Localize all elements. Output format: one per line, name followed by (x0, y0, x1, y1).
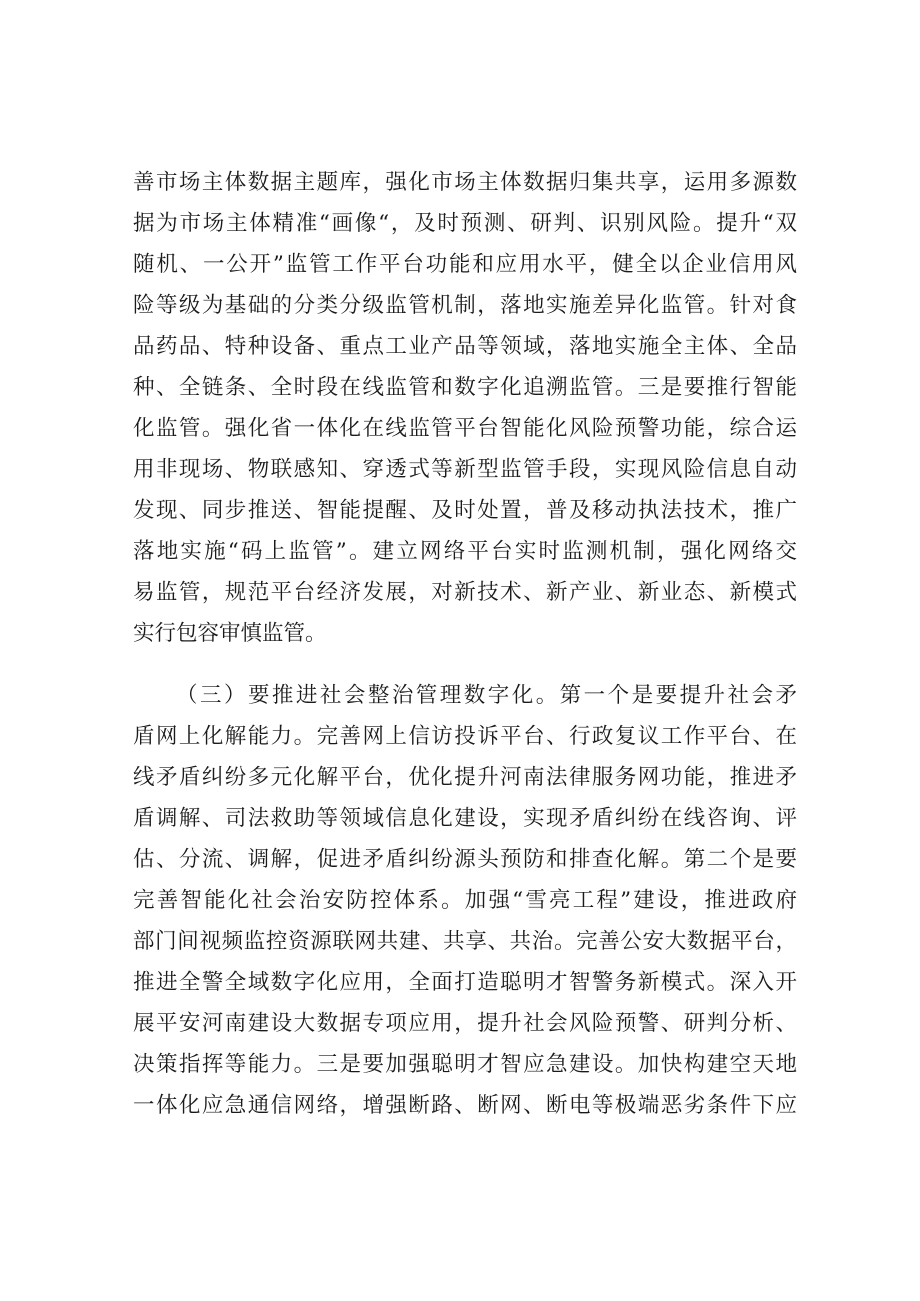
text-line: 线矛盾纠纷多元化解平台，优化提升河南法律服务网功能，推进矛 (133, 765, 797, 790)
text-line: 险等级为基础的分类分级监管机制，落地实施差异化监管。针对食 (133, 293, 797, 318)
paragraph-market-supervision (133, 162, 797, 654)
text-line: 据为市场主体精准“画像“，及时预测、研判、识别风险。提升“双 (133, 211, 797, 236)
text-line: 种、全链条、全时段在线监管和数字化追溯监管。三是要推行智能 (133, 375, 797, 400)
text-line: 实行包容审慎监管。 (133, 621, 327, 646)
paragraph-first-line: （三）要推进社会整治管理数字化。第一个是要提升社会矛 (176, 683, 797, 708)
text-line: 随机、一公开”监管工作平台功能和应用水平，健全以企业信用风 (133, 252, 797, 277)
text-line: 化监管。强化省一体化在线监管平台智能化风险预警功能，综合运 (133, 416, 797, 441)
text-line: 用非现场、物联感知、穿透式等新型监管手段，实现风险信息自动 (133, 457, 797, 482)
text-line: 盾调解、司法救助等领域信息化建设，实现矛盾纠纷在线咨询、评 (133, 806, 797, 831)
text-line: 一体化应急通信网络，增强断路、断网、断电等极端恶劣条件下应 (133, 1093, 797, 1118)
paragraph-social-governance (133, 675, 797, 1126)
text-line: 善市场主体数据主题库，强化市场主体数据归集共享，运用多源数 (133, 170, 797, 195)
text-line: 易监管，规范平台经济发展，对新技术、新产业、新业态、新模式 (133, 580, 797, 605)
text-line: 发现、同步推送、智能提醒、及时处置，普及移动执法技术，推广 (133, 498, 797, 523)
text-line: 估、分流、调解，促进矛盾纠纷源头预防和排查化解。第二个是要 (133, 847, 797, 872)
text-line: 决策指挥等能力。三是要加强聪明才智应急建设。加快构建空天地 (133, 1052, 797, 1077)
text-line: 完善智能化社会治安防控体系。加强“雪亮工程”建设，推进政府 (133, 888, 797, 913)
text-line: 品药品、特种设备、重点工业产品等领域，落地实施全主体、全品 (133, 334, 797, 359)
text-line: 推进全警全域数字化应用，全面打造聪明才智警务新模式。深入开 (133, 970, 797, 995)
text-line: 展平安河南建设大数据专项应用，提升社会风险预警、研判分析、 (133, 1011, 797, 1036)
text-line: 盾网上化解能力。完善网上信访投诉平台、行政复议工作平台、在 (133, 724, 797, 749)
text-line: 落地实施“码上监管”。建立网络平台实时监测机制，强化网络交 (133, 539, 797, 564)
text-line: 部门间视频监控资源联网共建、共享、共治。完善公安大数据平台， (133, 929, 797, 954)
